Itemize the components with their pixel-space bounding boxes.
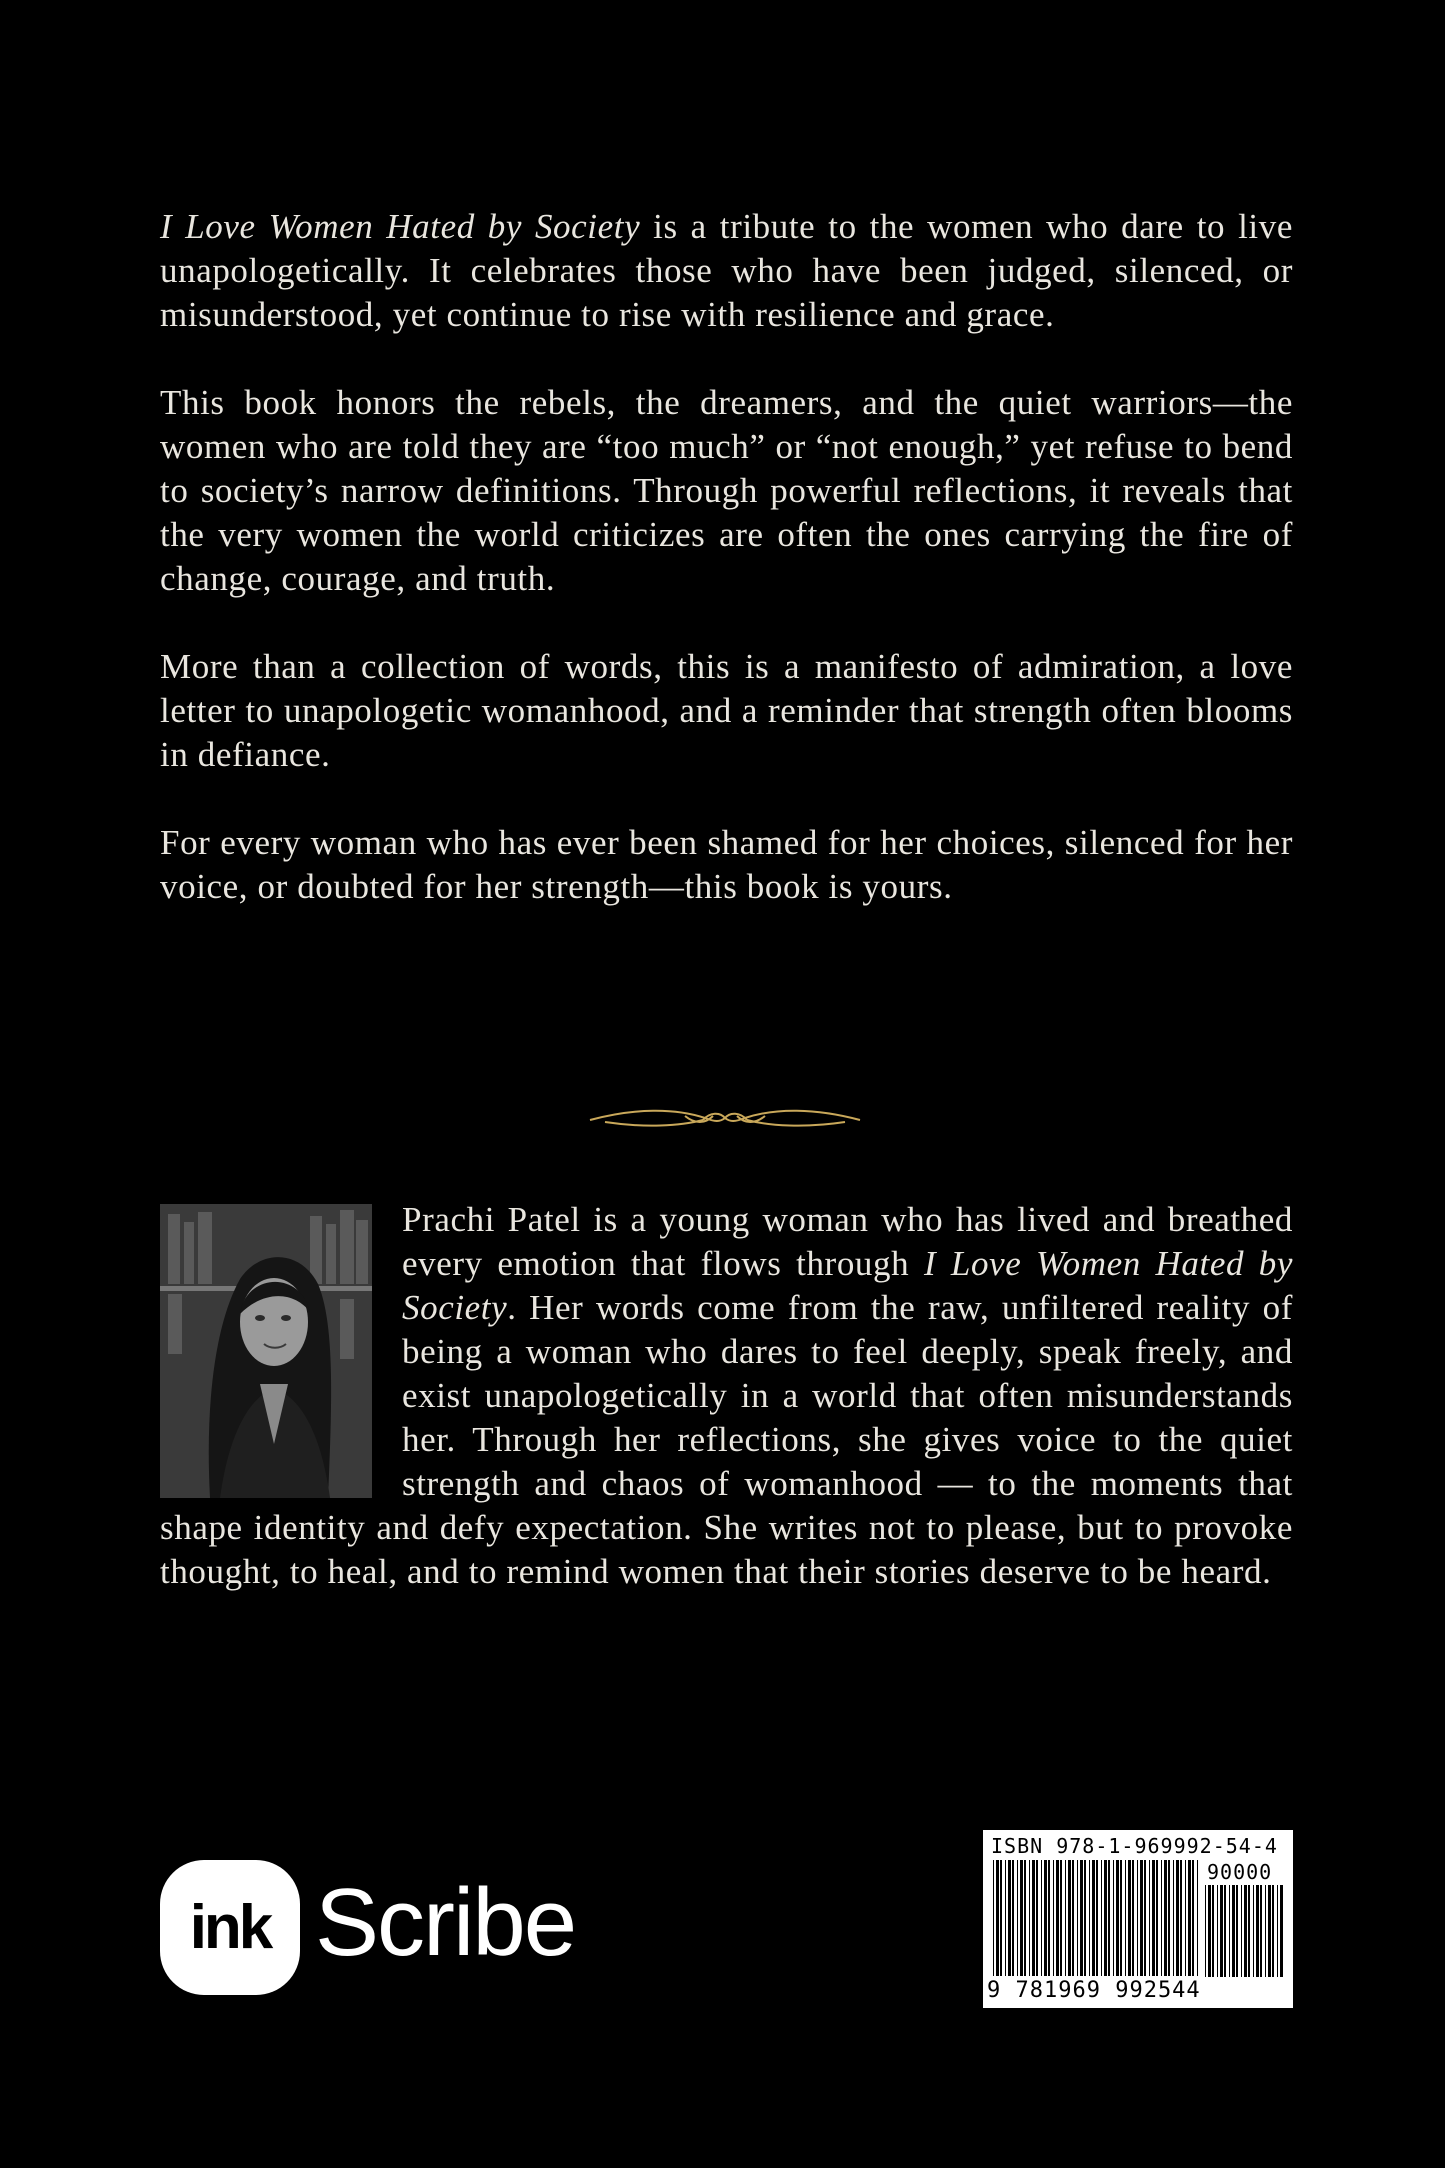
- isbn-barcode: [983, 1830, 1293, 2008]
- author-bio-intro: Prachi Patel is a young woman who has lived and breathed every emotion that flows through: [402, 1200, 1293, 1283]
- blurb-paragraph-1-text: is a tribute to the women who dare to live unapologetically. It celebrates those who have been judged, silenced, or misunderstood, yet continue to rise with resilience and grace.: [160, 207, 1293, 334]
- ornament-divider-icon: [585, 1100, 865, 1136]
- blurb-paragraph-2: This book honors the rebels, the dreamers, and the quiet warriors—the women who are told they are “too much” or “not enough,” yet refuse to bend to society’s narrow definitions. Through powerful reflections, it reveals that the very women the world criticizes are often the ones carrying the fire of change, courage, and truth.: [160, 383, 1293, 598]
- barcode-bars-icon: [993, 1860, 1198, 1976]
- publisher-logo: [160, 1860, 580, 1995]
- author-bio-rest: . Her words come from the raw, unfiltered reality of being a woman who dares to feel deeply, speak freely, and exist unapologetically in a world that often misunderstands her. Through her reflections, she gives voice to the quiet strength and chaos of womanhood — to the moments that shape identity and defy expectation. She writes not to please, but to provoke thought, to heal, and to remind women that their stories deserve to be heard.: [160, 1288, 1293, 1591]
- author-bio-book-title: I Love Women Hated by Society: [402, 1244, 1293, 1327]
- isbn-label: ISBN 978-1-969992-54-4: [991, 1834, 1278, 1858]
- publisher-badge-text: ink: [189, 1893, 271, 1962]
- blurb-paragraph-1: [160, 205, 1293, 337]
- blurb-paragraph-3: More than a collection of words, this is a manifesto of admiration, a love letter to unapologetic womanhood, and a reminder that strength often blooms in defiance.: [160, 647, 1293, 774]
- publisher-name: Scribe: [315, 1869, 576, 1976]
- author-photo: [160, 1204, 372, 1498]
- price-code: 90000: [1207, 1860, 1273, 1884]
- addon-barcode-bars-icon: [1205, 1885, 1285, 1977]
- author-bio: [160, 1198, 1293, 1594]
- publisher-badge: [160, 1860, 300, 1995]
- ean-digits: 9 781969 992544: [987, 1978, 1201, 2003]
- book-title-italic: I Love Women Hated by Society: [160, 207, 641, 246]
- blurb-paragraph-4: For every woman who has ever been shamed for her choices, silenced for her voice, or doubted for her strength—this book is yours.: [160, 823, 1293, 906]
- back-cover-blurb: [160, 205, 1293, 953]
